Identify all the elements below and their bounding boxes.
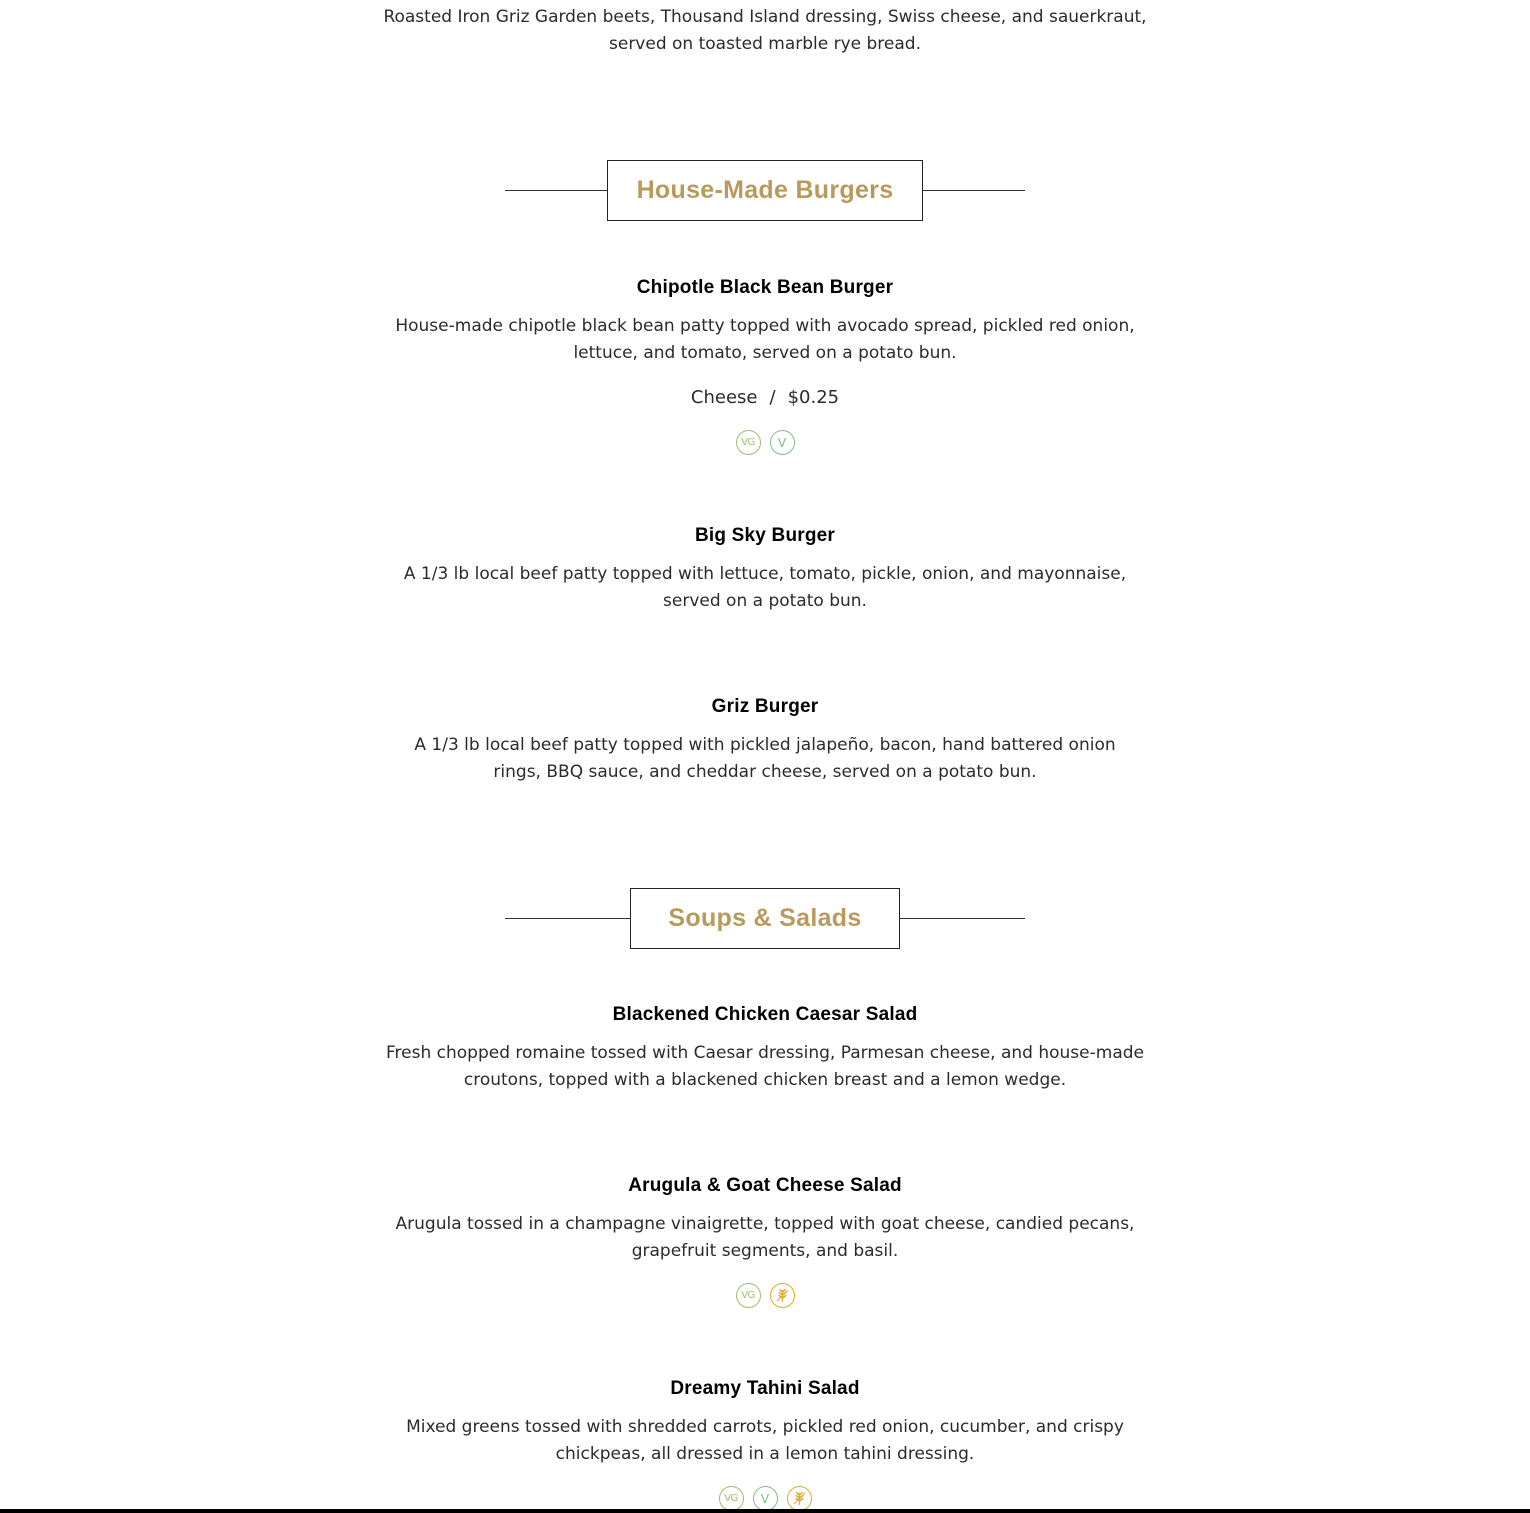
previous-item-description (0, 4, 1530, 58)
menu-item-name: Chipotle Black Bean Burger (636, 277, 894, 298)
dietary-badges (0, 430, 1530, 458)
addon-label: Cheese (690, 387, 758, 408)
description-line: served on toasted marble rye bread. (609, 34, 921, 54)
section-title: Soups & Salads (668, 904, 862, 932)
description-line: grapefruit segments, and basil. (631, 1241, 899, 1261)
menu-item-name: Dreamy Tahini Salad (670, 1378, 860, 1399)
description-line: Fresh chopped romaine tossed with Caesar dressing, Parmesan cheese, and house-made (385, 1043, 1144, 1063)
description-line: House-made chipotle black bean patty topped with avocado spread, pickled red onion, (395, 316, 1135, 336)
menu-item-description (0, 313, 1530, 367)
description-line: rings, BBQ sauce, and cheddar cheese, served on a potato bun. (493, 762, 1037, 782)
section-title: House-Made Burgers (636, 176, 894, 204)
addon-price: $0.25 (787, 387, 840, 408)
section-header-soups-salads (505, 888, 1025, 949)
section-title-box (630, 888, 900, 949)
menu-item-name: Griz Burger (711, 696, 819, 717)
dietary-badges (0, 1283, 1530, 1311)
vegetarian-icon: VG (719, 1486, 744, 1511)
vegan-icon: V (770, 430, 795, 455)
vegetarian-icon: VG (736, 430, 761, 455)
description-line: Roasted Iron Griz Garden beets, Thousand Island dressing, Swiss cheese, and sauerkraut, (383, 7, 1147, 27)
description-line: Arugula tossed in a champagne vinaigrette, topped with goat cheese, candied pecans, (395, 1214, 1135, 1234)
menu-item-description (0, 1040, 1530, 1094)
menu-item-addon (0, 386, 1530, 410)
vegetarian-icon: VG (736, 1283, 761, 1308)
description-line: Mixed greens tossed with shredded carrots, pickled red onion, cucumber, and crispy (406, 1417, 1124, 1437)
section-title-box (607, 160, 923, 221)
menu-item-name: Big Sky Burger (694, 525, 836, 546)
description-line: croutons, topped with a blackened chicken breast and a lemon wedge. (463, 1070, 1067, 1090)
description-line: served on a potato bun. (663, 591, 867, 611)
window-bottom-edge (0, 1509, 1530, 1513)
menu-item-description (0, 561, 1530, 615)
addon-separator: / (769, 387, 776, 408)
menu-item-description (0, 732, 1530, 786)
description-line: chickpeas, all dressed in a lemon tahini dressing. (555, 1444, 975, 1464)
menu-item-description (0, 1211, 1530, 1265)
menu-item-name: Arugula & Goat Cheese Salad (628, 1175, 902, 1196)
gluten-free-icon (787, 1486, 812, 1511)
vegan-icon: V (753, 1486, 778, 1511)
description-line: A 1/3 lb local beef patty topped with pickled jalapeño, bacon, hand battered onion (414, 735, 1116, 755)
menu-item-name: Blackened Chicken Caesar Salad (612, 1004, 918, 1025)
gluten-free-icon (770, 1283, 795, 1308)
menu-item-description (0, 1414, 1530, 1468)
description-line: lettuce, and tomato, served on a potato bun. (573, 343, 957, 363)
description-line: A 1/3 lb local beef patty topped with lettuce, tomato, pickle, onion, and mayonnaise, (403, 564, 1127, 584)
section-header-burgers (505, 160, 1025, 221)
